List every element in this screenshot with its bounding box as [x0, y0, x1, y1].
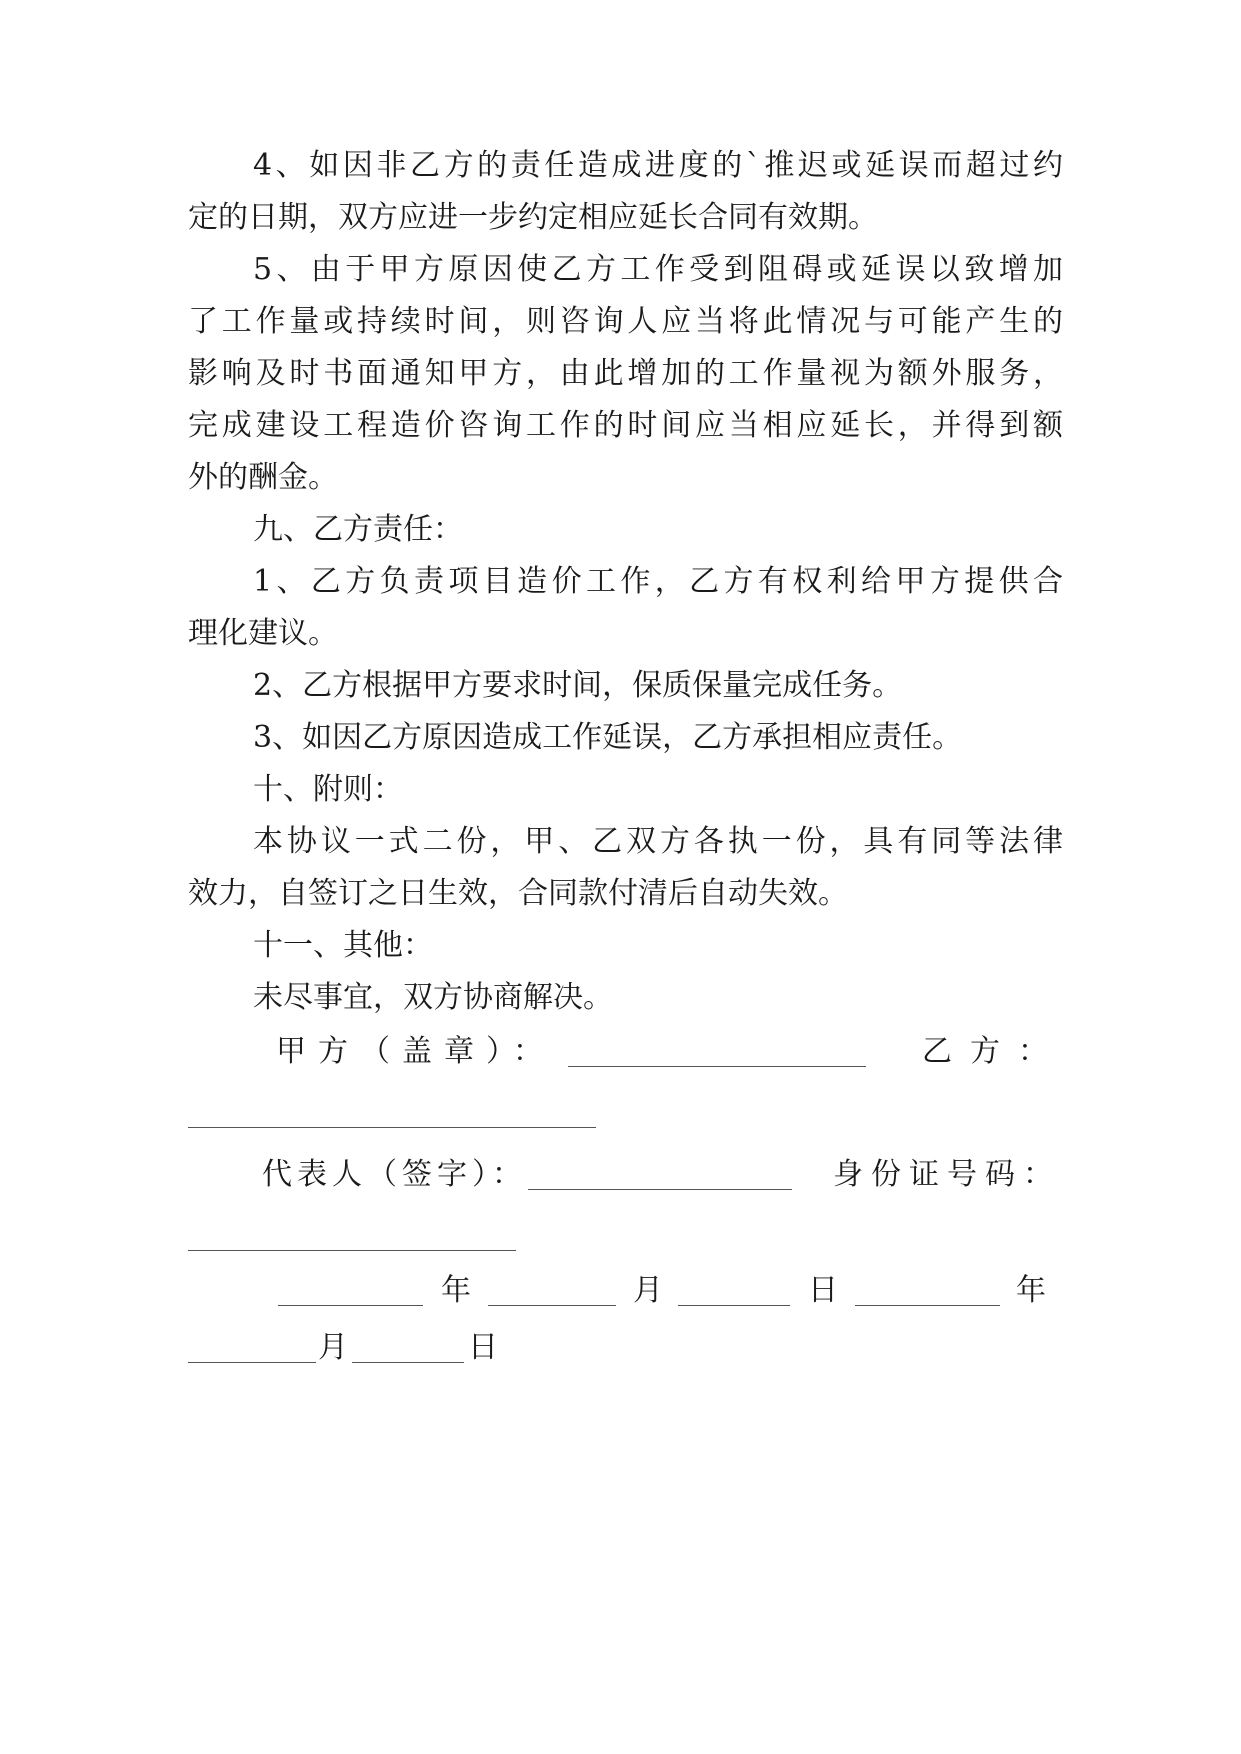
clause-5-line-2: 了工作量或持续时间，则咨询人应当将此情况与可能产生的	[188, 304, 1063, 339]
section-11-heading: 十一、其他：	[253, 928, 433, 963]
date-a-year-blank	[278, 1305, 423, 1306]
clause-5-line-3: 影响及时书面通知甲方，由此增加的工作量视为额外服务，	[188, 356, 1063, 391]
clause-5-line-1: 5、由于甲方原因使乙方工作受到阻碍或延误以致增加	[253, 252, 1063, 287]
date-b-day-blank	[352, 1362, 464, 1363]
representative-blank	[528, 1189, 792, 1190]
date-a-day-blank	[678, 1305, 790, 1306]
date-b-year-blank	[855, 1305, 1000, 1306]
party-b-label: 乙方：	[922, 1034, 1066, 1069]
clause-4-line-1: 4、如因非乙方的责任造成进度的`推迟或延误而超过约	[253, 148, 1063, 183]
clause-10-line-2: 效力，自签订之日生效，合同款付清后自动失效。	[188, 876, 848, 911]
clause-11: 未尽事宜，双方协商解决。	[253, 980, 613, 1015]
party-a-label: 甲方（盖章）：	[276, 1034, 555, 1069]
party-b-blank	[188, 1127, 596, 1128]
clause-9-2: 2、乙方根据甲方要求时间，保质保量完成任务。	[253, 668, 903, 703]
date-b-month-label: 月	[318, 1330, 348, 1365]
section-10-heading: 十、附则：	[253, 772, 403, 807]
clause-4-line-2: 定的日期，双方应进一步约定相应延长合同有效期。	[188, 200, 878, 235]
date-a-month-label: 月	[633, 1273, 663, 1308]
clause-9-3: 3、如因乙方原因造成工作延误，乙方承担相应责任。	[253, 720, 963, 755]
representative-label: 代表人（签字）：	[262, 1157, 527, 1192]
clause-5-line-4: 完成建设工程造价咨询工作的时间应当相应延长，并得到额	[188, 408, 1063, 443]
date-a-year-label: 年	[441, 1273, 471, 1308]
clause-9-1-line-2: 理化建议。	[188, 616, 338, 651]
id-number-label: 身份证号码：	[833, 1157, 1061, 1192]
date-b-year-label: 年	[1016, 1273, 1046, 1308]
date-a-month-blank	[488, 1305, 616, 1306]
party-a-blank	[568, 1066, 866, 1067]
clause-5-line-5: 外的酬金。	[188, 460, 338, 495]
date-b-month-blank	[188, 1362, 316, 1363]
id-number-blank	[188, 1250, 516, 1251]
section-9-heading: 九、乙方责任：	[253, 512, 463, 547]
clause-9-1-line-1: 1、乙方负责项目造价工作，乙方有权利给甲方提供合	[253, 564, 1063, 599]
date-a-day-label: 日	[808, 1273, 838, 1308]
clause-10-line-1: 本协议一式二份，甲、乙双方各执一份，具有同等法律	[253, 824, 1063, 859]
date-b-day-label: 日	[468, 1330, 498, 1365]
